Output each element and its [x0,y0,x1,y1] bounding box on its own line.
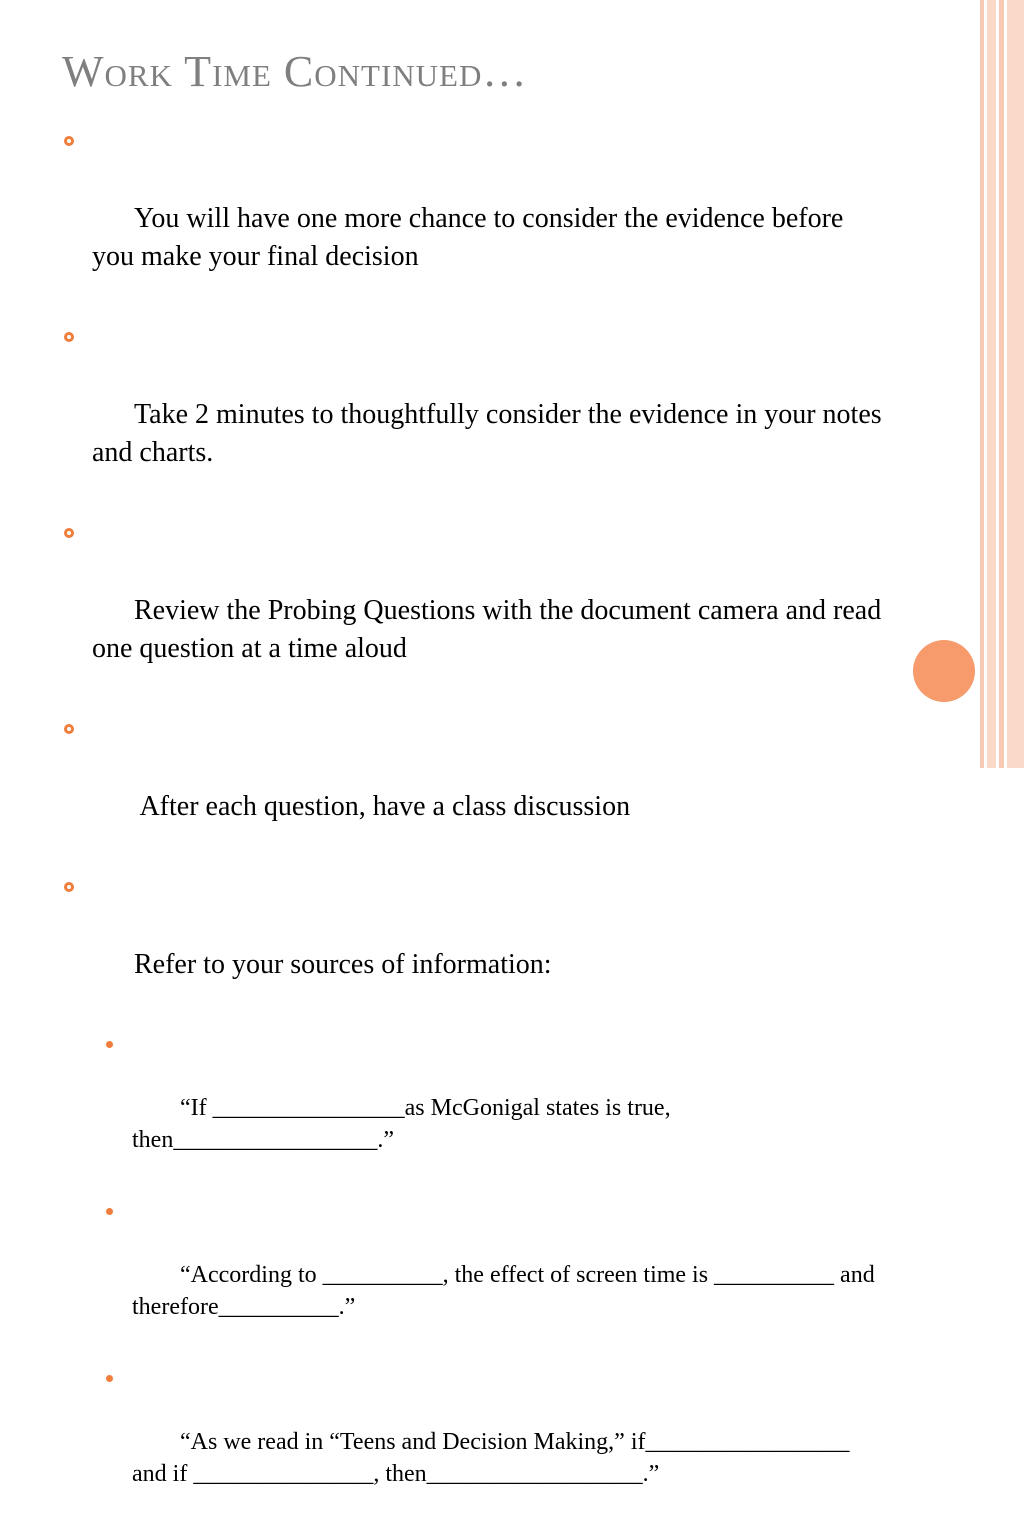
sub-bullet-text: “According to __________, the effect of screen time is __________ and therefore__________.” [132,1262,881,1320]
bullet-circle-icon [64,332,74,342]
bullet-text: After each question, have a class discussion [134,791,631,822]
decorative-stripe [980,0,984,768]
bullet-circle-icon [64,724,74,734]
bullet-item [62,124,882,314]
sub-bullet-text: “As we read in “Teens and Decision Making,” if_________________ and if _______________, then__________________.” [132,1429,856,1487]
bullet-item [62,516,889,706]
bullet-text: Refer to your sources of information: [134,949,552,980]
bullet-dot-icon [106,1208,113,1215]
bullet-circle-icon [64,882,74,892]
sub-bullet-item [62,1028,882,1188]
bullet-circle-icon [64,136,74,146]
decorative-stripe [1007,0,1024,768]
bullet-item [62,870,882,1022]
decorative-stripe [999,0,1004,768]
decorative-circle [913,640,975,702]
bullet-dot-icon [106,1041,113,1048]
bullet-item [62,712,882,864]
bullet-dot-icon [106,1375,113,1382]
bullet-text: Review the Probing Questions with the document camera and read one question at a time aloud [92,595,889,664]
decorative-stripe [987,0,996,768]
bullet-item [62,320,889,510]
sub-bullet-item [62,1195,882,1355]
bullet-text: You will have one more chance to consider the evidence before you make your final decision [92,203,851,272]
slide-content [62,124,889,1529]
sub-bullet-item [62,1362,882,1522]
bullet-circle-icon [64,528,74,538]
sub-bullet-text: “If ________________as McGonigal states is true, then_________________.” [132,1095,677,1153]
slide-title: Work Time Continued… [62,47,528,96]
sub-bullet-list [62,1028,882,1522]
bullet-text: Take 2 minutes to thoughtfully consider the evidence in your notes and charts. [92,399,889,468]
